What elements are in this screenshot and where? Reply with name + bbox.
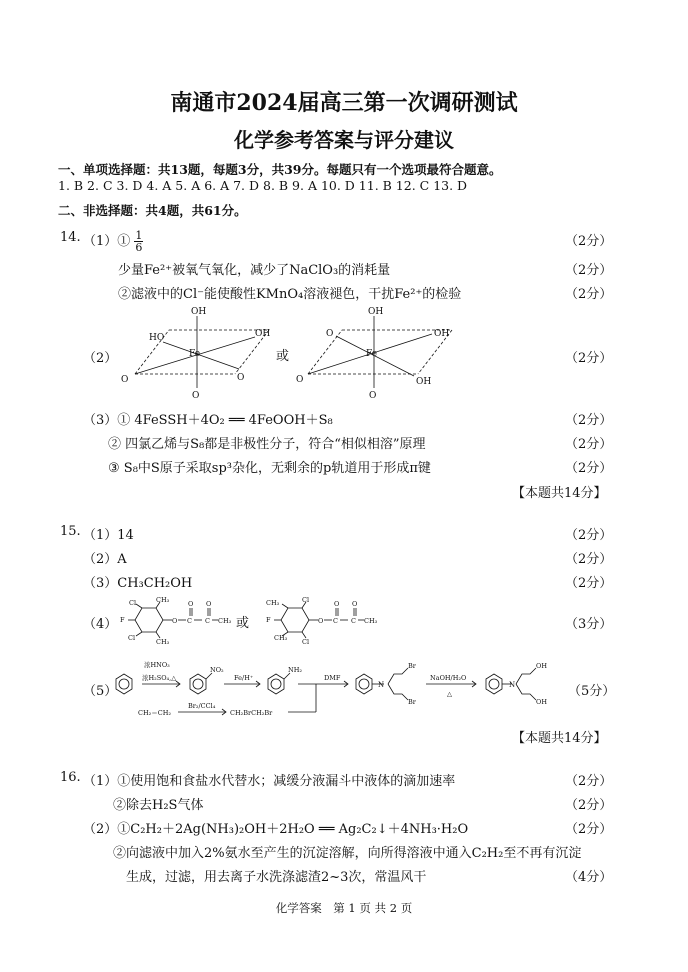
ligand-label: OH <box>191 307 207 317</box>
q16-line: （1）①使用饱和食盐水代替水；减缓分液漏斗中液体的滴加速率 <box>83 774 456 789</box>
question-total: 【本题共14分】 <box>512 731 607 746</box>
score: （2分） <box>565 798 613 813</box>
atom-label: O <box>352 600 358 608</box>
q14-or: 或 <box>276 349 290 364</box>
ligand-label: OH <box>255 329 271 339</box>
atom-label: F <box>266 616 271 624</box>
score: （2分） <box>565 822 613 837</box>
reagent-label: Br₂/CCl₄ <box>188 702 216 710</box>
ligand-label: OH <box>368 307 384 317</box>
q16-line: ②除去H₂S气体 <box>113 798 204 813</box>
atom-label: Br <box>408 698 416 706</box>
reagent-label: DMF <box>324 674 341 682</box>
q15-or: 或 <box>236 616 250 631</box>
reagent-label: 浓H₂SO₄,△ <box>142 674 177 682</box>
atom-label: CH₃ <box>266 599 280 607</box>
reagent-label: CH₂BrCH₂Br <box>230 709 273 717</box>
atom-label: C <box>333 617 338 625</box>
group-label: NO₂ <box>210 666 224 674</box>
score: （4分） <box>565 870 613 885</box>
atom-label: CH₃ <box>218 617 232 625</box>
page-subtitle: 化学参考答案与评分建议 <box>234 128 454 152</box>
score: （2分） <box>565 774 613 789</box>
ligand-label: OH <box>434 329 450 339</box>
group-label: OH <box>536 662 547 670</box>
fraction-denominator: 6 <box>135 241 143 254</box>
ligand-label: O <box>326 329 334 339</box>
ligand-label: O <box>369 391 377 400</box>
group-label: OH <box>536 698 547 706</box>
atom-label: C <box>187 617 192 625</box>
fe-octahedron-structure-2 <box>292 304 462 400</box>
fe-octahedron-structure-1 <box>115 304 275 400</box>
ligand-label: OH <box>416 377 432 387</box>
q14-part1-label: （1）① <box>83 234 131 249</box>
atom-label: Cl <box>302 638 310 644</box>
metal-label: Fe <box>366 349 378 359</box>
q14-line: （3）① 4FeSSH＋4O₂ ══ 4FeOOH＋S₈ <box>83 413 333 428</box>
q15-number: 15. <box>60 524 81 539</box>
page-title: 南通市2024届高三第一次调研测试 <box>170 90 518 116</box>
reagent-label: 浓HNO₃ <box>144 661 170 669</box>
atom-label: CH₃ <box>364 617 378 625</box>
reagent-label: CH₂＝CH₂ <box>138 709 171 717</box>
score: （2分） <box>565 461 613 476</box>
fraction-numerator: 1 <box>135 229 143 242</box>
q14-part1 <box>83 230 143 253</box>
group-label: NH₂ <box>288 666 302 674</box>
q15-part5-label: （5） <box>83 684 118 699</box>
reagent-label: △ <box>447 690 452 698</box>
score: （2分） <box>565 287 613 302</box>
q15-part4-label: （4） <box>83 617 118 632</box>
ligand-label: O <box>121 375 129 385</box>
q14-number: 14. <box>60 230 81 245</box>
atom-label: N <box>509 681 516 689</box>
score: （2分） <box>565 552 613 567</box>
atom-label: O <box>188 600 194 608</box>
score: （2分） <box>565 528 613 543</box>
atom-label: Cl <box>129 599 137 607</box>
ester-structure-1 <box>112 596 234 644</box>
atom-label: Br <box>408 662 416 670</box>
atom-label: CH₃ <box>156 596 170 604</box>
q15-line: （2）A <box>83 552 127 567</box>
ligand-label: O <box>237 373 245 383</box>
atom-label: O <box>318 617 324 625</box>
q16-line: 生成，过滤，用去离子水洗涤滤渣2~3次，常温风干 <box>126 870 427 885</box>
atom-label: Cl <box>128 634 136 642</box>
score: （3分） <box>565 617 613 632</box>
score: （2分） <box>565 263 613 278</box>
atom-label: O <box>172 617 178 625</box>
q14-part2-label: （2） <box>83 351 118 366</box>
atom-label: O <box>206 600 212 608</box>
q14-fraction <box>134 230 143 253</box>
q16-number: 16. <box>60 770 81 785</box>
question-total: 【本题共14分】 <box>512 486 607 501</box>
atom-label: N <box>378 681 385 689</box>
atom-label: C <box>351 617 356 625</box>
q14-line: ③ S₈中S原子采取sp³杂化，无剩余的p轨道用于形成π键 <box>108 461 431 476</box>
score: （2分） <box>565 437 613 452</box>
ligand-label: O <box>296 375 304 385</box>
q15-line: （3）CH₃CH₂OH <box>83 576 193 591</box>
score: （2分） <box>565 413 613 428</box>
section1-heading: 一、单项选择题：共13题，每题3分，共39分。每题只有一个选项最符合题意。 <box>58 162 502 177</box>
section1-answers: 1. B 2. C 3. D 4. A 5. A 6. A 7. D 8. B 9. A 10. D 11. B 12. C 13. D <box>58 178 468 193</box>
score: （2分） <box>565 351 613 366</box>
reagent-label: NaOH/H₂O <box>430 674 467 682</box>
atom-label: CH₃ <box>156 638 170 644</box>
section2-heading: 二、非选择题：共4题，共61分。 <box>58 203 247 218</box>
page-footer: 化学答案 第 1 页 共 2 页 <box>275 901 413 915</box>
atom-label: C <box>205 617 210 625</box>
metal-label: Fe <box>189 349 201 359</box>
score: （2分） <box>565 234 613 249</box>
score: （5分） <box>568 684 616 699</box>
atom-label: Cl <box>302 596 310 604</box>
atom-label: O <box>334 600 340 608</box>
q15-line: （1）14 <box>83 528 134 543</box>
atom-label: F <box>120 616 125 624</box>
q14-line: ②滤液中的Cl⁻能使酸性KMnO₄溶液褪色，干扰Fe²⁺的检验 <box>118 287 462 302</box>
reagent-label: Fe/H⁺ <box>234 674 254 682</box>
ligand-label: O <box>192 391 200 400</box>
q16-line: ②向滤液中加入2%氨水至产生的沉淀溶解，向所得溶液中通入C₂H₂至不再有沉淀 <box>113 846 582 861</box>
ligand-label: HO <box>149 333 165 343</box>
ester-structure-2 <box>256 596 382 644</box>
q14-line: ② 四氯乙烯与S₈都是非极性分子，符合“相似相溶”原理 <box>108 437 426 452</box>
q16-line: （2）①C₂H₂＋2Ag(NH₃)₂OH＋2H₂O ══ Ag₂C₂↓＋4NH₃·H₂O <box>83 822 469 837</box>
atom-label: CH₃ <box>274 634 288 642</box>
score: （2分） <box>565 576 613 591</box>
q14-line: 少量Fe²⁺被氧气氧化，减少了NaClO₃的消耗量 <box>118 263 391 278</box>
synthesis-route <box>108 654 568 722</box>
